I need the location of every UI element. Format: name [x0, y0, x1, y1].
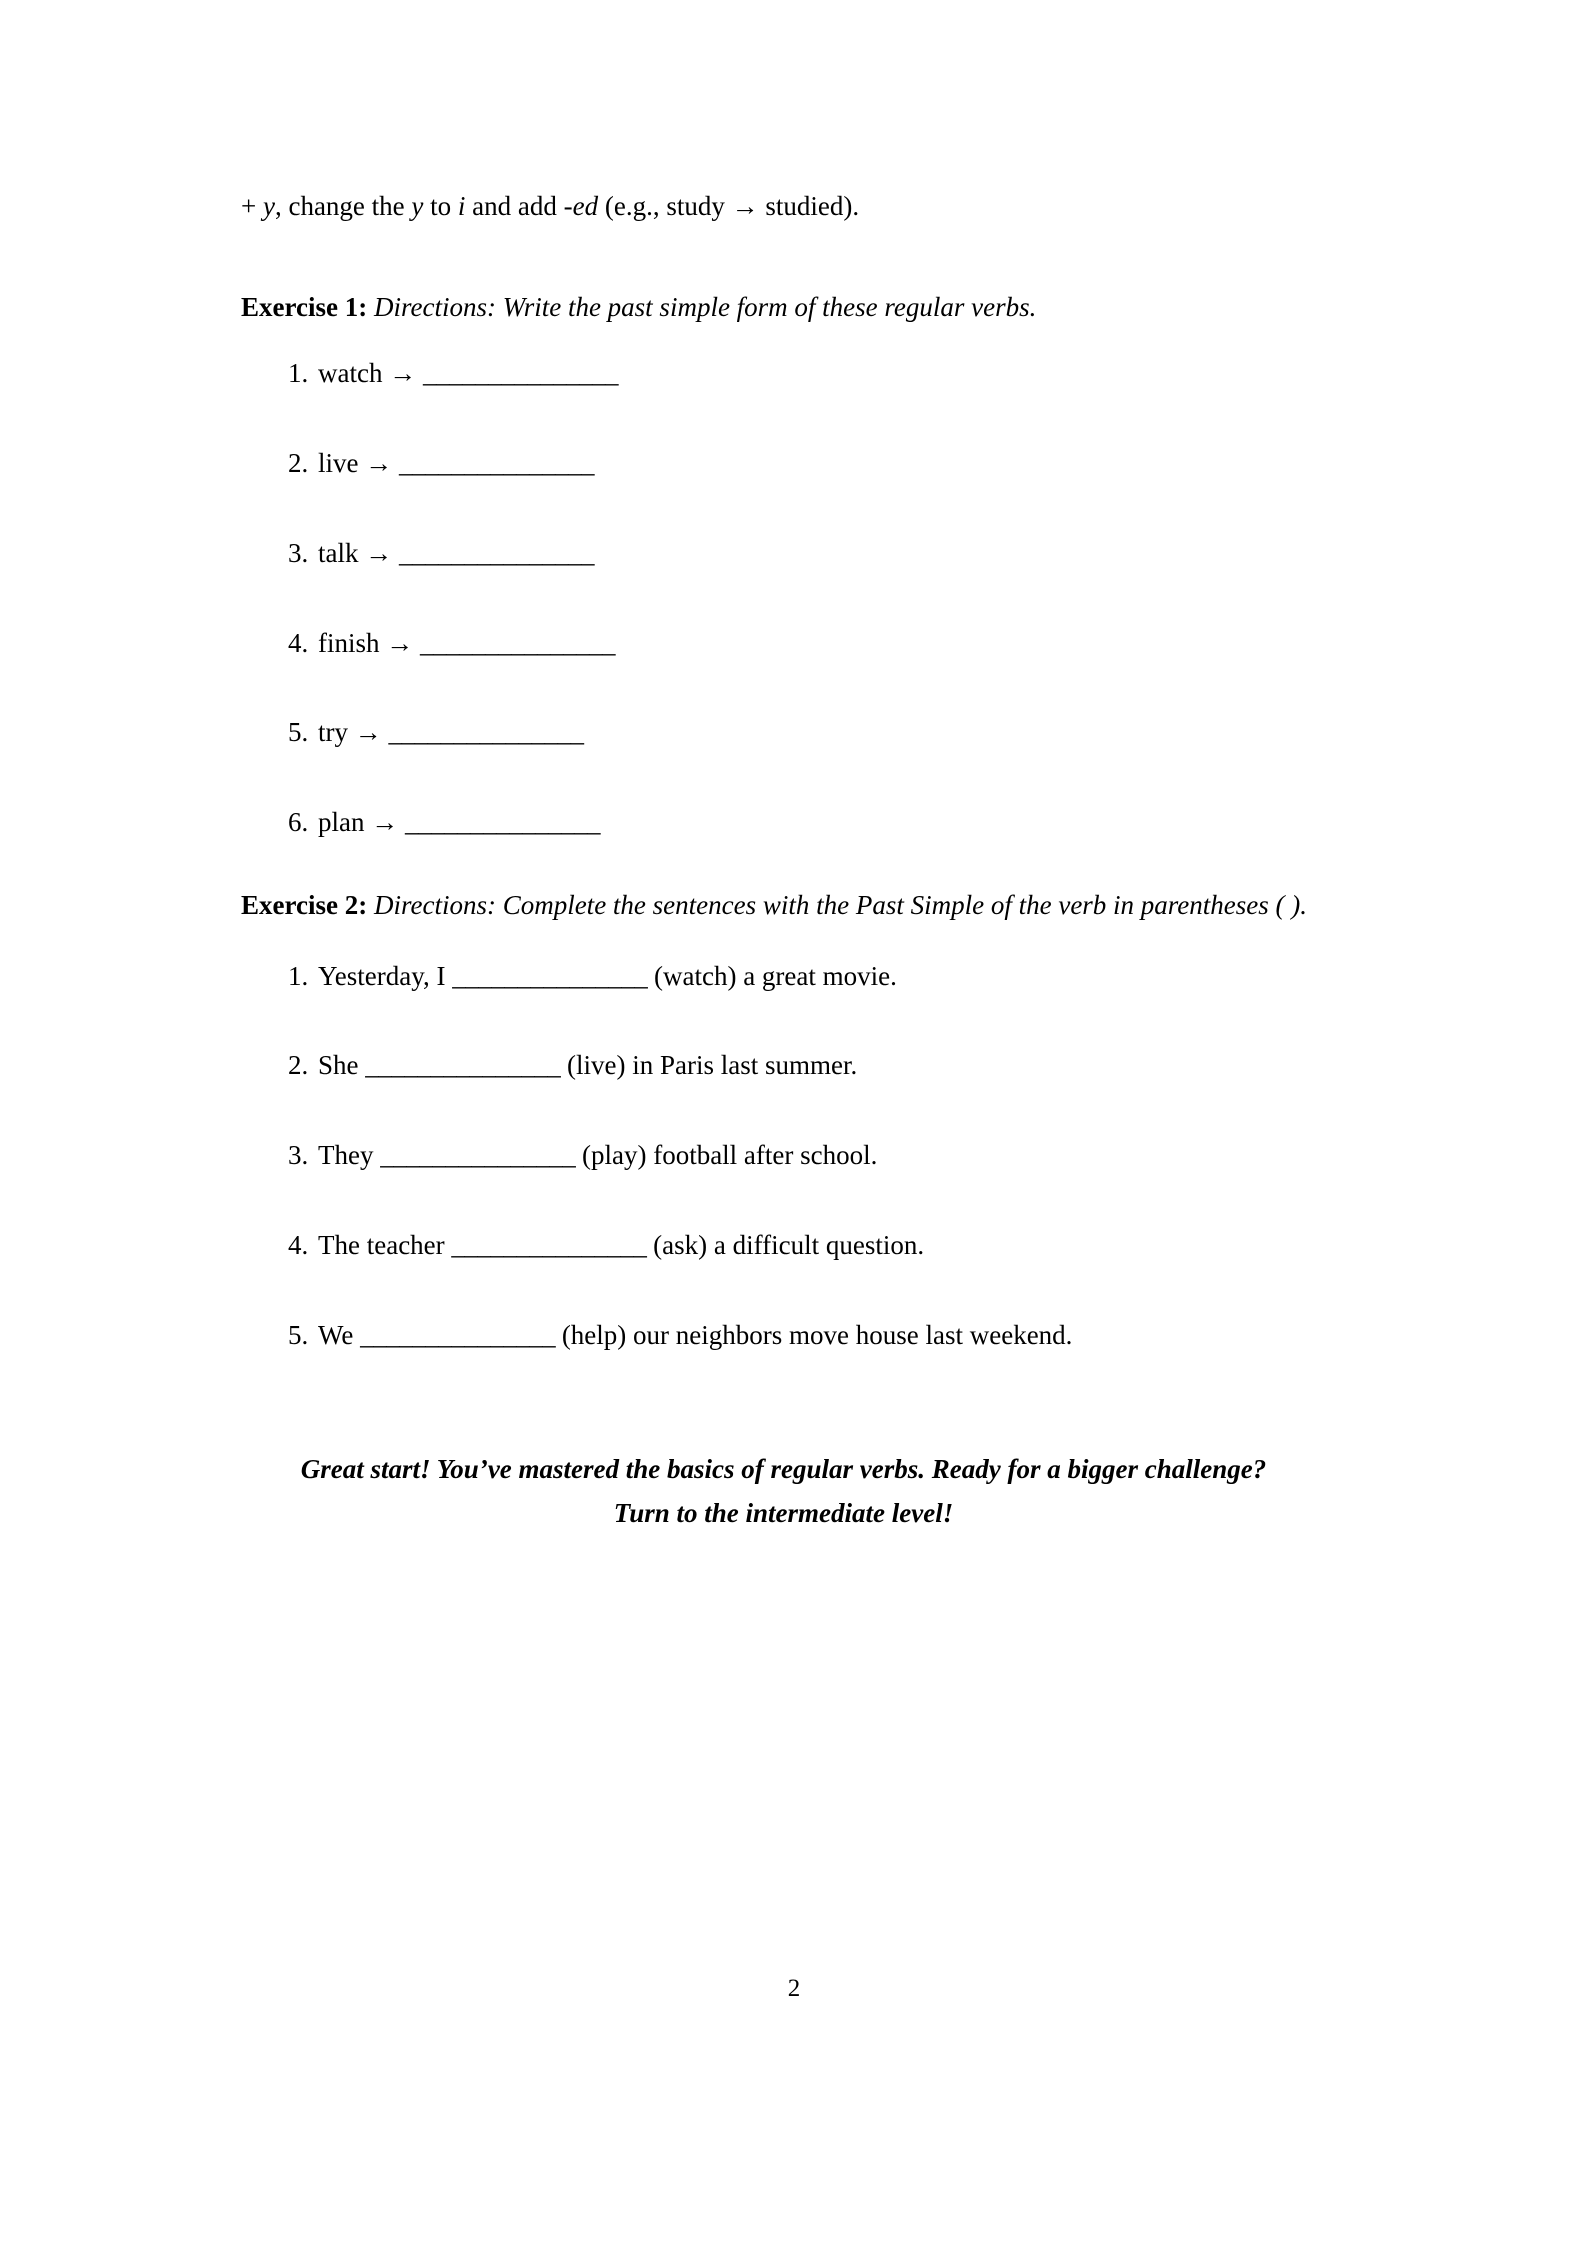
- item-number: 3.: [288, 1140, 309, 1171]
- exercise-1-label: Exercise 1:: [241, 291, 368, 322]
- intro-mid-two: to: [423, 191, 458, 221]
- arrow-icon: →: [365, 537, 393, 568]
- arrow-icon: →: [389, 358, 417, 389]
- answer-blank[interactable]: _______________: [405, 807, 600, 838]
- exercise-2-list: [241, 960, 1326, 1353]
- answer-blank[interactable]: _______________: [388, 717, 584, 748]
- sentence-after-blank: (ask) a difficult question.: [646, 1229, 925, 1260]
- item-number: 1.: [288, 358, 309, 389]
- sentence-after-blank: (help) our neighbors move house last weekend.: [555, 1319, 1073, 1350]
- answer-blank[interactable]: _______________: [399, 537, 594, 568]
- list-item: [241, 357, 1326, 391]
- answer-blank[interactable]: _______________: [380, 1140, 576, 1171]
- sentence-before-blank: We: [318, 1319, 361, 1350]
- item-number: 4.: [288, 1229, 309, 1260]
- arrow-icon: →: [365, 448, 393, 479]
- item-verb: talk: [318, 537, 359, 568]
- section-spacer: [241, 840, 1326, 884]
- intro-italic-y-second: y: [411, 191, 424, 221]
- exercise-1-directions: Directions: Write the past simple form of these regular verbs.: [373, 291, 1037, 322]
- list-item: [241, 537, 1326, 571]
- item-verb: plan: [318, 807, 365, 838]
- exercise-2-label: Exercise 2:: [241, 889, 368, 920]
- closing-line-two: Turn to the intermediate level!: [613, 1498, 954, 1529]
- exercise-2-heading: [241, 884, 1326, 928]
- item-verb: finish: [318, 627, 380, 658]
- intro-mid-one: , change the: [274, 191, 412, 221]
- item-verb: try: [318, 717, 348, 748]
- item-number: 4.: [288, 627, 309, 658]
- intro-italic-ed: -ed: [563, 191, 599, 221]
- page-number: 2: [787, 1975, 801, 2002]
- item-number: 5.: [288, 717, 309, 748]
- answer-blank[interactable]: _______________: [422, 358, 618, 389]
- answer-blank[interactable]: _______________: [360, 1319, 556, 1350]
- closing-line-one: Great start! You’ve mastered the basics of regular verbs. Ready for a bigger challenge?: [300, 1454, 1267, 1485]
- sentence-before-blank: They: [318, 1140, 381, 1171]
- exercise-1-list: [241, 357, 1326, 840]
- list-item: [241, 627, 1326, 661]
- intro-prefix: +: [241, 191, 263, 221]
- intro-paragraph: [241, 190, 1326, 224]
- item-number: 5.: [288, 1319, 309, 1350]
- list-item: [241, 1229, 1326, 1263]
- arrow-icon: →: [386, 627, 414, 658]
- item-verb: live: [318, 448, 359, 479]
- list-item: [241, 806, 1326, 840]
- sentence-after-blank: (live) in Paris last summer.: [560, 1050, 858, 1081]
- answer-blank[interactable]: _______________: [365, 1050, 561, 1081]
- list-item: [241, 960, 1326, 994]
- list-item: [241, 447, 1326, 481]
- item-number: 2.: [288, 448, 309, 479]
- exercise-2-directions: Directions: Complete the sentences with the Past Simple of the verb in parentheses ( ).: [373, 889, 1308, 920]
- intro-mid-three: and add: [465, 191, 564, 221]
- closing-message: [241, 1448, 1326, 1535]
- sentence-before-blank: She: [318, 1050, 366, 1081]
- exercise-1-heading: [241, 286, 1326, 330]
- closing-spacer: [241, 1352, 1326, 1448]
- answer-blank[interactable]: _______________: [452, 960, 648, 991]
- item-number: 6.: [288, 807, 309, 838]
- sentence-after-blank: (play) football after school.: [575, 1140, 878, 1171]
- item-verb: watch: [318, 358, 383, 389]
- arrow-icon: →: [371, 807, 399, 838]
- list-item: [241, 1319, 1326, 1353]
- intro-italic-y-first: y: [262, 191, 275, 221]
- intro-suffix: (e.g., study → studied).: [598, 191, 860, 221]
- sentence-before-blank: The teacher: [318, 1229, 452, 1260]
- item-number: 3.: [288, 537, 309, 568]
- intro-italic-i: i: [457, 191, 466, 221]
- sentence-after-blank: (watch) a great movie.: [647, 960, 897, 991]
- list-item: [241, 716, 1326, 750]
- answer-blank[interactable]: _______________: [420, 627, 616, 658]
- answer-blank[interactable]: _______________: [451, 1229, 647, 1260]
- arrow-icon: →: [354, 717, 382, 748]
- sentence-before-blank: Yesterday, I: [318, 960, 453, 991]
- list-item: [241, 1139, 1326, 1173]
- page-content: [241, 190, 1326, 1536]
- list-item: [241, 1049, 1326, 1083]
- answer-blank[interactable]: _______________: [399, 448, 594, 479]
- item-number: 2.: [288, 1050, 309, 1081]
- item-number: 1.: [288, 960, 309, 991]
